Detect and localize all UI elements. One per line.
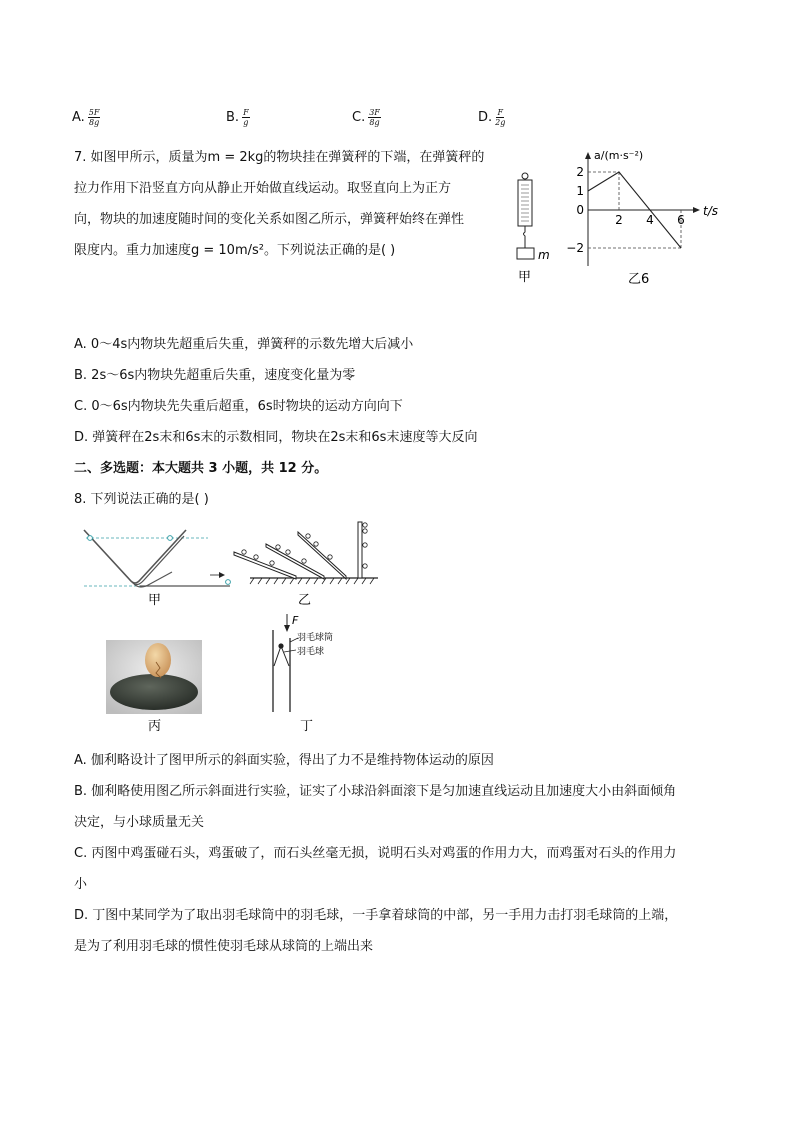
figure-egg-stone-photo: [106, 640, 202, 734]
q7-stem-line: 拉力作用下沿竖直方向从静止开始做直线运动。取竖直向上为正方: [74, 181, 452, 196]
spring-scale-figure: [508, 168, 558, 286]
y-tick-label: 2: [576, 165, 584, 179]
x-tick-label: 2: [615, 213, 623, 227]
shuttlecock-feathers: [274, 646, 289, 666]
scale-ring: [522, 173, 528, 179]
q8-option-d[interactable]: D. 丁图中某同学为了取出羽毛球筒中的羽毛球，一手拿着球筒的中部，另一手用力击打羽毛球筒的上端，: [74, 908, 678, 923]
figure-label-yi: 乙: [298, 593, 312, 608]
figure-incline-yi: [228, 518, 388, 608]
q7-option-c[interactable]: C. 0～6s内物块先失重后超重，6s时物块的运动方向向下: [74, 399, 403, 414]
motion-arrow-head: [219, 572, 225, 578]
figure-shuttlecock-tube: [256, 612, 366, 736]
ball: [168, 536, 173, 541]
fraction: $\frac{5F}{8g}$: [88, 108, 100, 127]
scale-body: [518, 180, 532, 226]
fraction: $\frac{F}{2g}$: [495, 108, 506, 127]
y-axis-label: a/(m·s⁻²): [594, 149, 644, 162]
tube-label: 羽毛球筒: [297, 633, 334, 643]
q8-option-b-continued: 决定，与小球质量无关: [74, 815, 205, 830]
force-label: F: [292, 614, 299, 627]
figure-incline-jia: [80, 520, 240, 608]
q7-stem-line: 限度内。重力加速度g = 10m/s²。下列说法正确的是( ): [74, 243, 396, 258]
q7-option-b[interactable]: B. 2s～6s内物块先超重后失重，速度变化量为零: [74, 368, 356, 383]
chart-axes: [585, 152, 700, 266]
y-tick-label: 0: [576, 203, 584, 217]
balls: [242, 523, 367, 568]
ball: [88, 536, 93, 541]
q8-option-c[interactable]: C. 丙图中鸡蛋碰石头，鸡蛋破了，而石头丝毫无损，说明石头对鸡蛋的作用力大，而鸡蛋对石头的作用力: [74, 846, 677, 861]
q8-option-b[interactable]: B. 伽利略使用图乙所示斜面进行实验，证实了小球沿斜面滚下是匀加速直线运动且加速度大小由斜面倾角: [74, 784, 677, 799]
q6-option-c[interactable]: C. $\frac{3F}{8g}$: [352, 108, 380, 127]
mass-label: m: [538, 248, 550, 262]
egg: [145, 643, 171, 677]
y-tick-label: 1: [576, 184, 584, 198]
x-axis-label: t/s: [703, 204, 718, 218]
ball-label: 羽毛球: [297, 647, 325, 657]
q6-option-a[interactable]: A. $\frac{5F}{8g}$: [72, 108, 100, 127]
incline-board: [298, 532, 346, 579]
ground-hatch: [250, 578, 374, 584]
shuttlecock-head: [278, 643, 283, 648]
force-arrow-head: [284, 625, 290, 632]
q7-option-d[interactable]: D. 弹簧秤在2s末和6s末的示数相同，物块在2s末和6s末速度等大反向: [74, 430, 478, 445]
x-axis-arrow: [693, 207, 700, 213]
q7-stem-line: 7. 如图甲所示，质量为m = 2kg的物块挂在弹簧秤的下端，在弹簧秤的: [74, 150, 485, 165]
q6-option-b[interactable]: B. $\frac{F}{g}$: [226, 108, 249, 127]
x-tick-label: 4: [646, 213, 654, 227]
figure-label-bing: 丙: [148, 719, 162, 734]
q8-option-c-continued: 小: [74, 877, 88, 892]
q8-option-d-continued: 是为了利用羽毛球的惯性使羽毛球从球筒的上端出来: [74, 939, 374, 954]
figure-label-yi: 乙6: [628, 272, 650, 287]
acceleration-time-chart: [560, 144, 730, 288]
section-heading: 二、多选题：本大题共 3 小题，共 12 分。: [74, 461, 328, 476]
fraction: $\frac{3F}{8g}$: [369, 108, 380, 127]
x-tick-label: 6: [677, 213, 685, 227]
y-axis-arrow: [585, 152, 591, 159]
scale-hook: [524, 226, 526, 248]
q7-option-a[interactable]: A. 0～4s内物块先超重后失重，弹簧秤的示数先增大后减小: [74, 337, 414, 352]
figure-label-jia: 甲: [148, 593, 162, 608]
fraction: $\frac{F}{g}$: [243, 108, 249, 127]
y-tick-label: −2: [566, 241, 584, 255]
stone: [110, 674, 198, 710]
q8-stem: 8. 下列说法正确的是( ): [74, 492, 209, 507]
q7-stem-line: 向，物块的加速度随时间的变化关系如图乙所示，弹簧秤始终在弹性: [74, 212, 465, 227]
figure-label-jia: 甲: [518, 270, 532, 285]
vertical-board: [358, 522, 362, 578]
q8-option-a[interactable]: A. 伽利略设计了图甲所示的斜面实验，得出了力不是维持物体运动的原因: [74, 753, 494, 768]
figure-label-ding: 丁: [300, 719, 314, 734]
mass-block: [517, 248, 534, 259]
q6-option-d[interactable]: D. $\frac{F}{2g}$: [478, 108, 506, 127]
